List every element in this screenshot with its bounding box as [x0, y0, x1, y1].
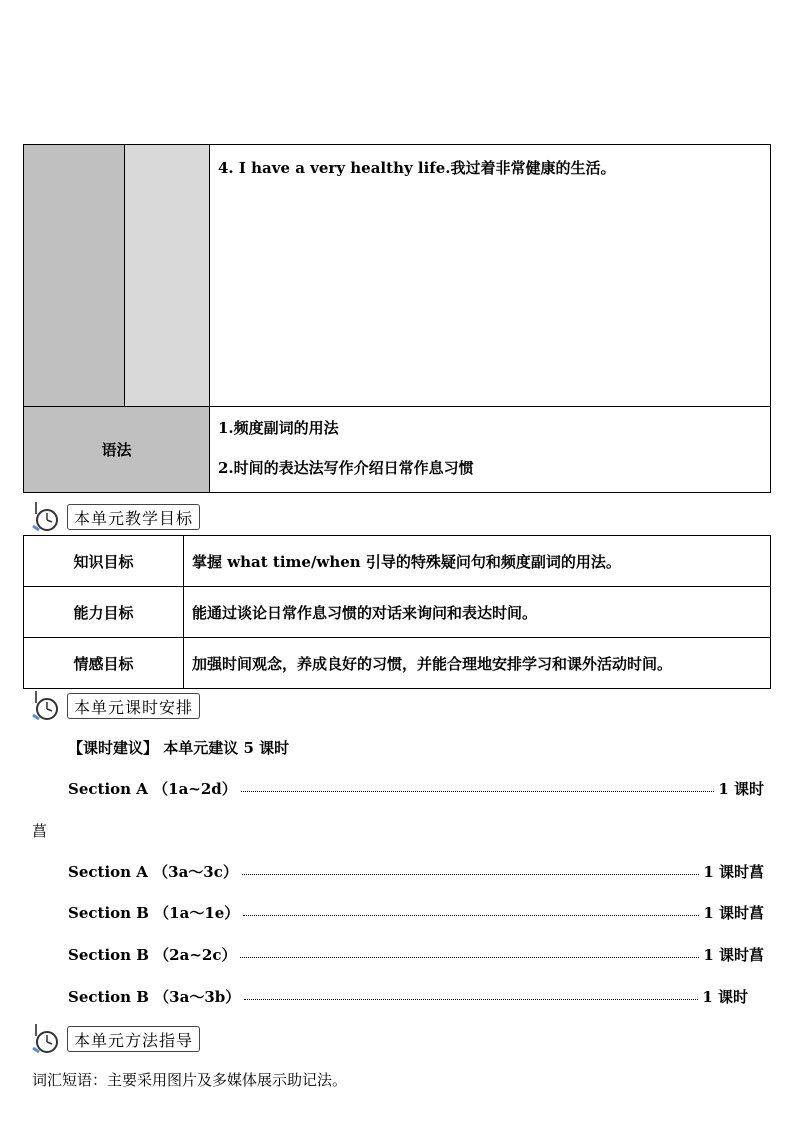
- section-title: 本单元教学目标: [67, 504, 200, 530]
- wrap-char: 菖: [32, 822, 48, 840]
- leader-dots: [241, 790, 715, 792]
- schedule-name: Section A （3a～3c）: [68, 863, 238, 881]
- sentence-cell: [210, 145, 771, 407]
- leader-dots: [242, 873, 699, 875]
- section-title: 本单元课时安排: [67, 693, 200, 719]
- schedule-hours: 1 课时菖: [703, 863, 764, 881]
- clock-icon: [31, 691, 63, 721]
- grammar-item: 1.频度副词的用法: [218, 419, 339, 437]
- schedule-item: [68, 902, 764, 923]
- grammar-cell: [210, 407, 771, 493]
- table-row: [24, 638, 771, 689]
- grammar-item: 2.时间的表达法写作介绍日常作息习惯: [218, 459, 474, 477]
- schedule-hours: 1 课时: [718, 780, 764, 798]
- goals-table: [23, 535, 771, 689]
- schedule-hours: 1 课时菖: [703, 904, 764, 922]
- goal-label: 知识目标: [24, 536, 184, 587]
- leader-dots: [244, 998, 698, 1000]
- schedule-item: [68, 986, 748, 1007]
- schedule-hours: 1 课时: [702, 988, 748, 1006]
- goal-value: 加强时间观念，养成良好的习惯，并能合理地安排学习和课外活动时间。: [184, 638, 771, 689]
- method-text: 词汇短语：主要采用图片及多媒体展示助记法。: [32, 1071, 348, 1089]
- leader-dots: [243, 914, 699, 916]
- schedule-item: [68, 944, 764, 965]
- schedule-item: [68, 861, 764, 882]
- table-row: [24, 536, 771, 587]
- section-header-schedule: [31, 691, 200, 721]
- goal-value: 掌握 what time/when 引导的特殊疑问句和频度副词的用法。: [184, 536, 771, 587]
- grammar-label: 语法: [101, 441, 132, 459]
- clock-icon: [31, 1024, 63, 1054]
- schedule-name: Section B （3a～3b）: [68, 988, 241, 1006]
- schedule-hours: 1 课时菖: [703, 946, 764, 964]
- schedule-name: Section A （1a~2d）: [68, 780, 237, 798]
- gray-cell: [24, 145, 125, 407]
- content-table: [23, 144, 771, 493]
- section-header-method: [31, 1024, 200, 1054]
- schedule-name: Section B （2a~2c）: [68, 946, 237, 964]
- table-row: [24, 587, 771, 638]
- hours-suggestion: 【课时建议】 本单元建议 5 课时: [68, 739, 290, 757]
- goal-label: 情感目标: [24, 638, 184, 689]
- section-header-goals: [31, 502, 200, 532]
- sentence-text: 4. I have a very healthy life.我过着非常健康的生活。: [218, 159, 616, 177]
- schedule-name: Section B （1a～1e）: [68, 904, 240, 922]
- section-title: 本单元方法指导: [67, 1026, 200, 1052]
- leader-dots: [240, 956, 699, 958]
- grammar-label-cell: [24, 407, 210, 493]
- goal-label: 能力目标: [24, 587, 184, 638]
- schedule-item: [68, 778, 764, 799]
- gray-cell: [125, 145, 210, 407]
- goal-value: 能通过谈论日常作息习惯的对话来询问和表达时间。: [184, 587, 771, 638]
- clock-icon: [31, 502, 63, 532]
